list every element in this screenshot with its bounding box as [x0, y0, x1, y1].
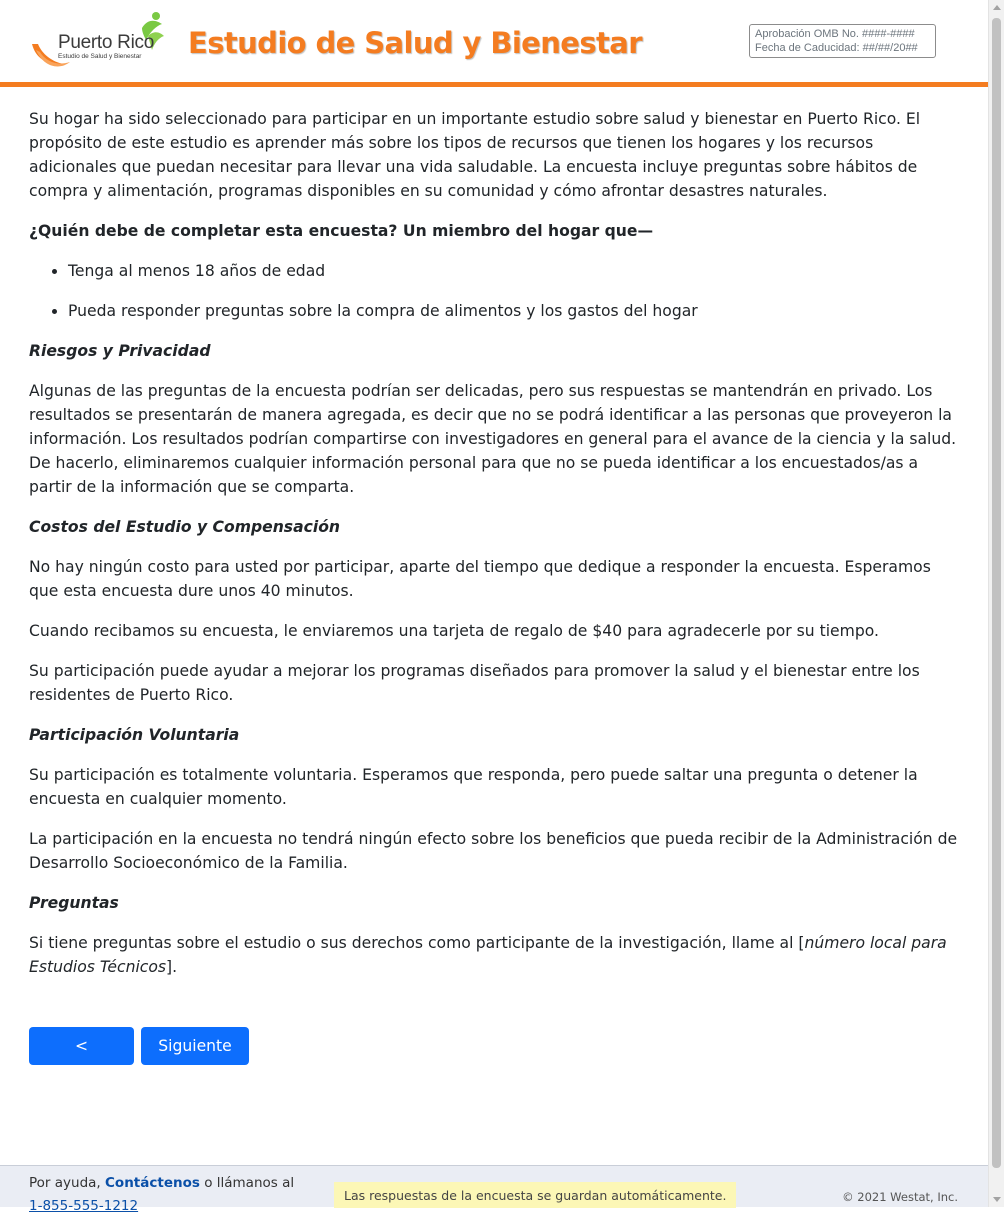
scroll-up-icon[interactable] — [993, 5, 1001, 10]
copyright: © 2021 Westat, Inc. — [842, 1190, 958, 1204]
scroll-down-icon[interactable] — [993, 1197, 1001, 1202]
puerto-rico-logo — [30, 10, 170, 74]
voluntary-text: Su participación es totalmente voluntaria. Esperamos que responda, pero puede saltar una pregunta o detener la encuesta en cualquier momento. — [29, 766, 918, 808]
local-number-placeholder: número local para Estudios Técnicos — [29, 934, 947, 976]
phone-link[interactable]: 1-855-555-1212 — [29, 1198, 139, 1214]
voluntary-heading: Participación Voluntaria — [29, 726, 240, 744]
help-text — [29, 1175, 294, 1191]
help-suffix: o llámanos al — [199, 1175, 295, 1191]
site-footer — [0, 1165, 988, 1214]
eligibility-list — [29, 259, 961, 323]
logo-subtitle: Estudio de Salud y Bienestar — [58, 53, 142, 60]
list-item: • Pueda responder preguntas sobre la compra de alimentos y los gastos del hogar — [68, 299, 961, 323]
benefit-text: Su participación puede ayudar a mejorar los programas diseñados para promover la salud y el bienestar entre los residentes de Puerto Rico. — [29, 662, 920, 704]
site-header — [0, 0, 988, 87]
help-prefix: Por ayuda, — [29, 1175, 106, 1191]
omb-number: Aprobación OMB No. ####-#### — [755, 28, 915, 40]
questions-heading: Preguntas — [29, 894, 119, 912]
risks-text: Algunas de las preguntas de la encuesta podrían ser delicadas, pero sus respuestas se mantendrán en privado. Los resultados se presentarán de manera agregada, es decir que no se podrá identificar a las personas que proveyeron la información. Los resultados podrían compartirse con investigadores en general para el avance de la ciencia y la salud. De hacerlo, eliminaremos cualquier información personal para que no se pueda identificar a los encuestados/as a partir de la información que se comparta. — [29, 382, 957, 496]
consent-content — [29, 107, 961, 995]
contact-link[interactable]: Contáctenos — [105, 1175, 200, 1191]
autosave-notice: Las respuestas de la encuesta se guardan automáticamente. — [334, 1182, 736, 1208]
costs-heading: Costos del Estudio y Compensación — [29, 518, 341, 536]
omb-approval-box — [749, 24, 936, 58]
next-button[interactable]: Siguiente > — [141, 1027, 249, 1065]
costs-text: No hay ningún costo para usted por participar, aparte del tiempo que dedique a responder la encuesta. Esperamos que esta encuesta dure unos 40 minutos. — [29, 558, 931, 600]
back-button[interactable]: < Regresar — [29, 1027, 134, 1065]
vertical-scrollbar[interactable] — [988, 0, 1004, 1207]
intro-paragraph: Su hogar ha sido seleccionado para participar en un importante estudio sobre salud y bienestar en Puerto Rico. El propósito de este estudio es aprender más sobre los tipos de recursos que tienen los hogares y los recursos adicionales que puedan necesitar para llevar una vida saludable. La encuesta incluye preguntas sobre hábitos de compra y alimentación, programas disponibles en su comunidad y cómo afrontar desastres naturales. — [29, 110, 921, 200]
benefits-effect-text: La participación en la encuesta no tendrá ningún efecto sobre los beneficios que pueda recibir de la Administración de Desarrollo Socioeconómico de la Familia. — [29, 830, 958, 872]
risks-heading: Riesgos y Privacidad — [29, 342, 211, 360]
questions-text-end: ]. — [166, 958, 178, 976]
list-item: • Tenga al menos 18 años de edad — [68, 259, 961, 283]
questions-text-start: Si tiene preguntas sobre el estudio o sus derechos como participante de la investigación, llame al [ — [29, 934, 805, 952]
who-should-complete: ¿Quién debe de completar esta encuesta? Un miembro del hogar que— — [29, 222, 654, 240]
scrollbar-thumb[interactable] — [992, 18, 1001, 1168]
omb-expiration: Fecha de Caducidad: ##/##/20## — [755, 42, 918, 54]
logo-title: Puerto Rico — [58, 32, 154, 53]
site-title: Estudio de Salud y Bienestar — [188, 26, 642, 60]
compensation-text: Cuando recibamos su encuesta, le enviaremos una tarjeta de regalo de $40 para agradecerle por su tiempo. — [29, 622, 879, 640]
questions-text — [29, 931, 961, 979]
